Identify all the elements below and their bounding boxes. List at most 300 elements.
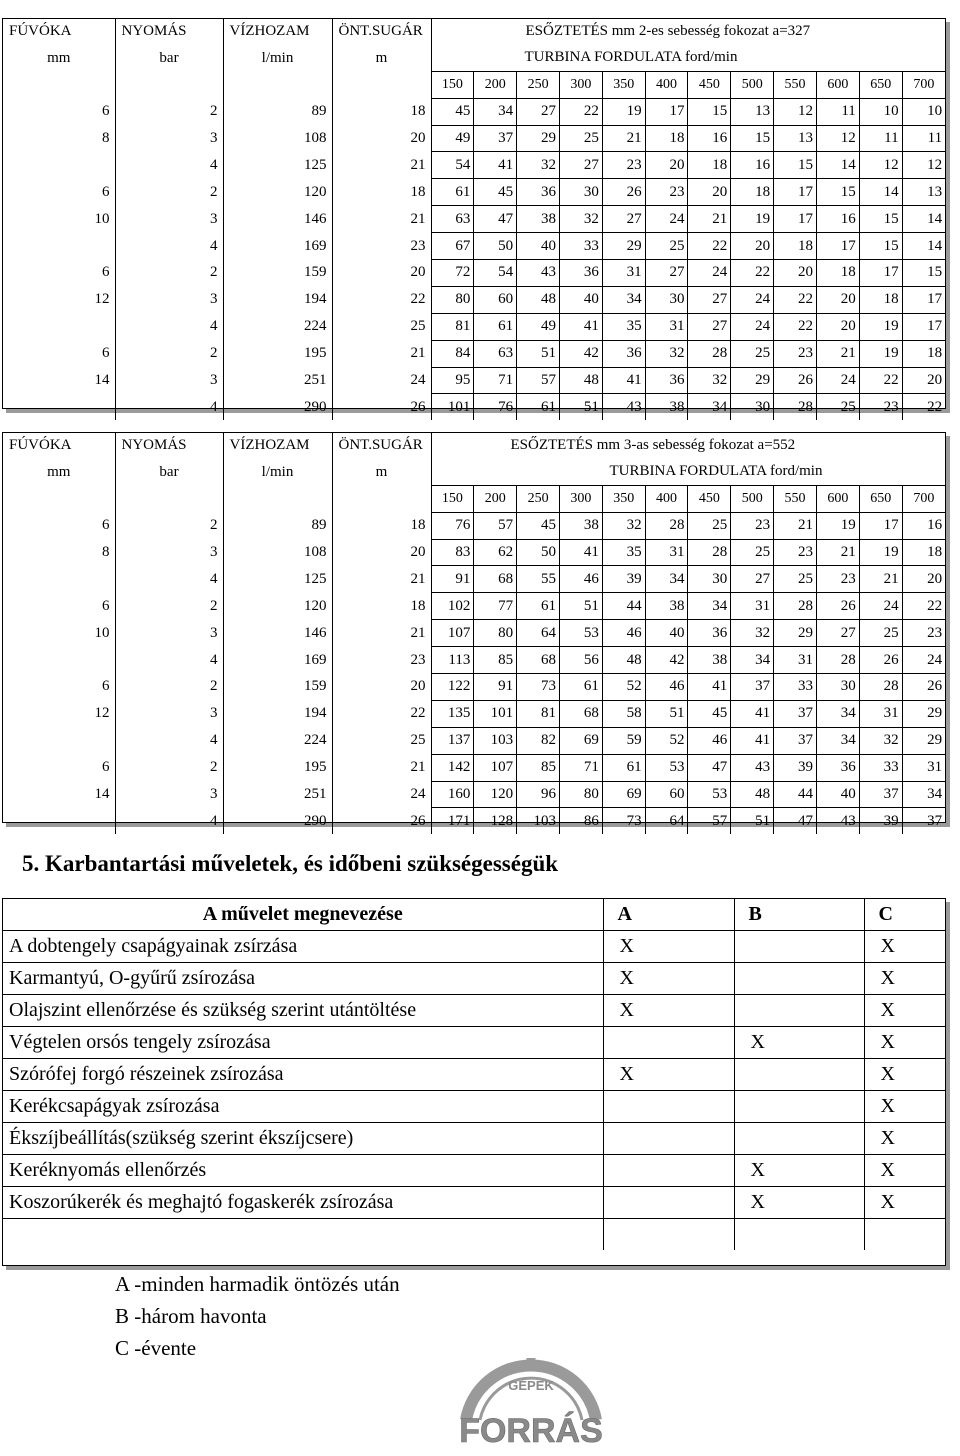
rainfall-cell: 25 [816,394,859,420]
rainfall-cell: 73 [602,808,645,834]
rainfall-cell: 103 [474,727,517,754]
empty-cell [223,71,332,98]
column-header: ÖNT.SUGÁR [332,19,431,45]
rainfall-cell: 19 [859,313,902,340]
rainfall-cell: 27 [559,152,602,179]
rainfall-cell: 22 [902,593,945,620]
flow-cell: 290 [223,394,332,420]
empty-cell [332,485,431,512]
frequency-mark: X [864,995,945,1027]
rainfall-cell: 40 [559,286,602,313]
table-row [3,260,945,287]
operation-name: Ékszíjbeállítás(szükség szerint ékszíjcsere) [3,1123,603,1155]
rainfall-cell: 18 [859,286,902,313]
rainfall-cell: 24 [731,286,774,313]
rainfall-cell: 135 [431,700,474,727]
rainfall-cell: 30 [688,566,731,593]
rainfall-cell: 17 [859,512,902,539]
maintenance-row [3,1187,945,1219]
rainfall-cell: 27 [602,206,645,233]
speed-header: 400 [645,71,688,98]
frequency-mark: X [603,963,734,995]
rainfall-cell: 11 [859,125,902,152]
rainfall-cell: 15 [774,152,817,179]
pressure-cell: 3 [115,286,223,313]
rainfall-cell: 24 [688,260,731,287]
rainfall-cell: 22 [774,286,817,313]
rainfall-cell: 128 [474,808,517,834]
rainfall-cell: 30 [816,674,859,701]
empty-cell [115,71,223,98]
rainfall-cell: 34 [645,566,688,593]
rainfall-cell: 47 [688,754,731,781]
rainfall-cell: 15 [902,260,945,287]
rainfall-cell: 103 [517,808,560,834]
frequency-mark [734,1059,864,1091]
rainfall-cell: 39 [774,754,817,781]
rainfall-cell: 15 [688,98,731,125]
nozzle-cell: 6 [102,759,110,776]
rainfall-cell: 20 [902,566,945,593]
rainfall-cell: 53 [688,781,731,808]
rainfall-cell: 57 [474,512,517,539]
rainfall-cell: 60 [474,286,517,313]
operation-name: Szórófej forgó részeinek zsírozása [3,1059,603,1091]
nozzle-cell [3,647,115,674]
rainfall-cell: 51 [559,394,602,420]
rainfall-cell: 40 [816,781,859,808]
frequency-mark [734,931,864,963]
rainfall-cell: 43 [816,808,859,834]
rainfall-cell: 24 [816,367,859,394]
range-cell: 21 [332,566,431,593]
rainfall-cell: 10 [859,98,902,125]
range-cell: 24 [332,781,431,808]
empty-cell [3,1219,603,1251]
table-row [3,754,945,781]
rainfall-cell: 18 [688,152,731,179]
rainfall-cell: 107 [474,754,517,781]
pressure-cell: 3 [115,700,223,727]
rainfall-cell: 17 [645,98,688,125]
speed-header: 150 [431,71,474,98]
speed-header: 650 [859,71,902,98]
speed-header: 450 [688,485,731,512]
frequency-mark: X [734,1155,864,1187]
empty-cell [223,485,332,512]
rainfall-cell: 14 [816,152,859,179]
rainfall-cell: 42 [559,340,602,367]
data-table [3,433,945,834]
rainfall-cell: 30 [731,394,774,420]
flow-cell: 251 [223,781,332,808]
rainfall-cell: 49 [431,125,474,152]
table-row [3,206,945,233]
empty-cell [115,485,223,512]
range-cell: 26 [332,394,431,420]
maintenance-row [3,1091,945,1123]
flow-cell: 251 [223,367,332,394]
rainfall-cell: 15 [859,206,902,233]
rainfall-cell: 86 [559,808,602,834]
flow-cell: 146 [223,206,332,233]
rainfall-cell: 44 [602,593,645,620]
range-cell: 23 [332,233,431,260]
rainfall-cell: 10 [902,98,945,125]
rainfall-cell: 28 [816,647,859,674]
empty-cell [734,1219,864,1251]
rainfall-cell: 57 [688,808,731,834]
rainfall-cell: 26 [816,593,859,620]
nozzle-cell [3,233,115,260]
flow-cell: 125 [223,566,332,593]
table-row [3,647,945,674]
rainfall-cell: 26 [774,367,817,394]
speed-header: 700 [902,71,945,98]
speed-header: 650 [859,485,902,512]
rainfall-cell: 46 [602,620,645,647]
rainfall-cell: 33 [859,754,902,781]
pressure-cell: 2 [115,593,223,620]
sprinkling-header: ESŐZTETÉS mm 3-as sebesség fokozat a=552 [431,433,945,459]
speed-header: 200 [474,485,517,512]
nozzle-cell: 6 [102,183,110,200]
rainfall-cell: 59 [602,727,645,754]
rainfall-cell: 57 [517,367,560,394]
rainfall-cell: 34 [688,593,731,620]
table-row [3,539,945,566]
unit-header: mm [47,49,71,66]
rainfall-cell: 36 [688,620,731,647]
rainfall-cell: 34 [688,394,731,420]
pressure-cell: 4 [115,233,223,260]
pressure-cell: 3 [115,539,223,566]
rainfall-cell: 137 [431,727,474,754]
rainfall-cell: 28 [859,674,902,701]
operation-header: A művelet megnevezése [202,903,403,925]
table-row [3,367,945,394]
frequency-mark [603,1155,734,1187]
rainfall-cell: 41 [602,367,645,394]
unit-header: l/min [223,459,332,485]
rainfall-cell: 41 [474,152,517,179]
empty-cell [3,485,115,512]
unit-header: bar [115,45,223,71]
flow-cell: 125 [223,152,332,179]
rainfall-cell: 38 [517,206,560,233]
rainfall-cell: 19 [602,98,645,125]
rainfall-cell: 160 [431,781,474,808]
pressure-cell: 3 [115,206,223,233]
range-cell: 24 [332,367,431,394]
rainfall-cell: 36 [645,367,688,394]
rainfall-cell: 29 [602,233,645,260]
rainfall-cell: 43 [602,394,645,420]
rainfall-cell: 83 [431,539,474,566]
speed-header: 700 [902,485,945,512]
flow-cell: 169 [223,233,332,260]
frequency-mark [603,1091,734,1123]
rainfall-cell: 34 [602,286,645,313]
rainfall-cell: 20 [731,233,774,260]
rainfall-cell: 80 [559,781,602,808]
rainfall-cell: 63 [474,340,517,367]
legend-item-c: C -évente [115,1336,197,1360]
frequency-header: C [864,899,945,931]
column-header: NYOMÁS [115,19,223,45]
rainfall-cell: 25 [688,512,731,539]
rainfall-cell: 84 [431,340,474,367]
rainfall-cell: 45 [517,512,560,539]
rainfall-cell: 28 [688,539,731,566]
rainfall-cell: 68 [474,566,517,593]
rainfall-cell: 54 [474,260,517,287]
rainfall-cell: 25 [645,233,688,260]
table-row [3,394,945,420]
rainfall-cell: 25 [731,340,774,367]
speed-header: 550 [774,71,817,98]
rainfall-cell: 12 [816,125,859,152]
rainfall-cell: 52 [645,727,688,754]
rainfall-cell: 30 [559,179,602,206]
rainfall-cell: 62 [474,539,517,566]
rainfall-cell: 36 [602,340,645,367]
rainfall-cell: 26 [602,179,645,206]
rainfall-cell: 31 [902,754,945,781]
frequency-mark: X [603,931,734,963]
pressure-cell: 2 [115,674,223,701]
rainfall-cell: 53 [645,754,688,781]
nozzle-cell [3,152,115,179]
rainfall-cell: 142 [431,754,474,781]
flow-cell: 224 [223,313,332,340]
table-row [3,727,945,754]
rainfall-cell: 21 [602,125,645,152]
rainfall-cell: 21 [688,206,731,233]
rainfall-cell: 13 [731,98,774,125]
maintenance-row [3,1123,945,1155]
data-table [3,19,945,420]
rainfall-cell: 45 [431,98,474,125]
rainfall-cell: 30 [645,286,688,313]
unit-header: l/min [223,45,332,71]
rainfall-cell: 38 [645,593,688,620]
operation-name: Végtelen orsós tengely zsírozása [3,1027,603,1059]
range-cell: 21 [332,620,431,647]
frequency-mark: X [734,1027,864,1059]
pressure-cell: 2 [115,260,223,287]
flow-cell: 194 [223,700,332,727]
rainfall-cell: 32 [645,340,688,367]
rainfall-cell: 61 [517,394,560,420]
maintenance-row [3,931,945,963]
table-row [3,340,945,367]
rainfall-cell: 49 [517,313,560,340]
rainfall-cell: 12 [859,152,902,179]
empty-row [3,1219,945,1251]
rainfall-cell: 13 [902,179,945,206]
rainfall-cell: 46 [559,566,602,593]
rainfall-cell: 76 [474,394,517,420]
range-cell: 21 [332,340,431,367]
nozzle-cell: 6 [102,103,110,120]
rainfall-cell: 17 [902,313,945,340]
pressure-cell: 2 [115,179,223,206]
frequency-mark: X [864,1027,945,1059]
rainfall-cell: 37 [774,727,817,754]
rainfall-cell: 20 [902,367,945,394]
rainfall-cell: 19 [859,340,902,367]
rainfall-cell: 21 [859,566,902,593]
empty-cell [864,1219,945,1251]
rainfall-cell: 76 [431,512,474,539]
operation-name: Karmantyú, O-gyűrű zsírozása [3,963,603,995]
nozzle-cell: 12 [94,291,110,308]
frequency-mark: X [734,1187,864,1219]
speed-header: 500 [731,485,774,512]
nozzle-cell: 6 [102,517,110,534]
rainfall-cell: 18 [645,125,688,152]
rainfall-cell: 31 [645,539,688,566]
frequency-mark [734,963,864,995]
pressure-cell: 2 [115,754,223,781]
rainfall-cell: 20 [688,179,731,206]
nozzle-cell: 10 [94,624,110,641]
pressure-cell: 3 [115,781,223,808]
rainfall-cell: 54 [431,152,474,179]
rainfall-cell: 17 [902,286,945,313]
rainfall-cell: 18 [902,340,945,367]
frequency-mark: X [864,931,945,963]
pressure-cell: 3 [115,367,223,394]
flow-cell: 195 [223,340,332,367]
pressure-cell: 4 [115,808,223,834]
maintenance-table-box [2,898,946,1266]
nozzle-cell: 14 [94,372,110,389]
pressure-cell: 3 [115,125,223,152]
nozzle-cell [3,394,115,420]
unit-header: m [332,459,431,485]
pressure-cell: 4 [115,727,223,754]
rainfall-cell: 26 [902,674,945,701]
legend [115,1268,400,1364]
flow-cell: 195 [223,754,332,781]
rainfall-cell: 37 [774,700,817,727]
rainfall-cell: 69 [559,727,602,754]
rainfall-cell: 80 [431,286,474,313]
legend-item-b: B -három havonta [115,1304,267,1328]
rainfall-cell: 23 [774,539,817,566]
rainfall-cell: 71 [559,754,602,781]
rainfall-cell: 67 [431,233,474,260]
rainfall-cell: 22 [774,313,817,340]
frequency-mark: X [603,1059,734,1091]
turbine-speed-header: TURBINA FORDULATA ford/min [431,459,945,485]
column-header: FÚVÓKA [9,23,72,40]
rainfall-cell: 48 [559,367,602,394]
empty-cell [332,71,431,98]
nozzle-cell [3,808,115,834]
rainfall-cell: 35 [602,539,645,566]
nozzle-cell: 6 [102,597,110,614]
rainfall-cell: 41 [688,674,731,701]
rainfall-cell: 48 [731,781,774,808]
rainfall-cell: 171 [431,808,474,834]
rainfall-cell: 38 [688,647,731,674]
rainfall-cell: 25 [859,620,902,647]
rainfall-cell: 37 [902,808,945,834]
rainfall-cell: 81 [431,313,474,340]
pressure-cell: 2 [115,340,223,367]
rainfall-cell: 45 [688,700,731,727]
rainfall-cell: 51 [645,700,688,727]
rainfall-cell: 82 [517,727,560,754]
nozzle-cell [3,313,115,340]
rainfall-cell: 44 [774,781,817,808]
table-row [3,593,945,620]
sprinkling-header: ESŐZTETÉS mm 2-es sebesség fokozat a=327 [431,19,945,45]
rainfall-cell: 43 [731,754,774,781]
speed-header: 150 [431,485,474,512]
rainfall-cell: 24 [902,647,945,674]
table-row [3,566,945,593]
rainfall-cell: 60 [645,781,688,808]
rainfall-cell: 68 [559,700,602,727]
rainfall-cell: 36 [517,179,560,206]
rainfall-cell: 21 [816,340,859,367]
rainfall-cell: 85 [474,647,517,674]
maintenance-row [3,1027,945,1059]
frequency-mark: X [864,1123,945,1155]
rainfall-cell: 64 [645,808,688,834]
flow-cell: 89 [223,512,332,539]
range-cell: 18 [332,179,431,206]
pressure-cell: 2 [115,512,223,539]
rainfall-cell: 47 [774,808,817,834]
rainfall-cell: 36 [559,260,602,287]
rainfall-cell: 24 [859,593,902,620]
logo-top-text: GÉPEK [508,1378,554,1393]
speed-header: 350 [602,71,645,98]
maintenance-row [3,1155,945,1187]
speed-header: 500 [731,71,774,98]
pressure-cell: 4 [115,647,223,674]
rainfall-cell: 77 [474,593,517,620]
flow-cell: 120 [223,593,332,620]
rainfall-cell: 48 [517,286,560,313]
rainfall-cell: 28 [774,394,817,420]
rainfall-cell: 61 [559,674,602,701]
rainfall-cell: 23 [731,512,774,539]
speed-header: 250 [517,485,560,512]
rainfall-cell: 41 [731,700,774,727]
rainfall-cell: 23 [902,620,945,647]
rainfall-cell: 52 [602,674,645,701]
rainfall-cell: 41 [559,313,602,340]
flow-cell: 159 [223,260,332,287]
table-row [3,808,945,834]
rainfall-cell: 27 [645,260,688,287]
operation-name: Olajszint ellenőrzése és szükség szerint utántöltése [3,995,603,1027]
rainfall-cell: 37 [474,125,517,152]
rainfall-cell: 22 [902,394,945,420]
frequency-header: B [734,899,864,931]
rainfall-cell: 17 [816,233,859,260]
nozzle-cell: 6 [102,345,110,362]
rainfall-cell: 14 [902,206,945,233]
rainfall-cell: 17 [774,206,817,233]
column-header: VÍZHOZAM [223,19,332,45]
